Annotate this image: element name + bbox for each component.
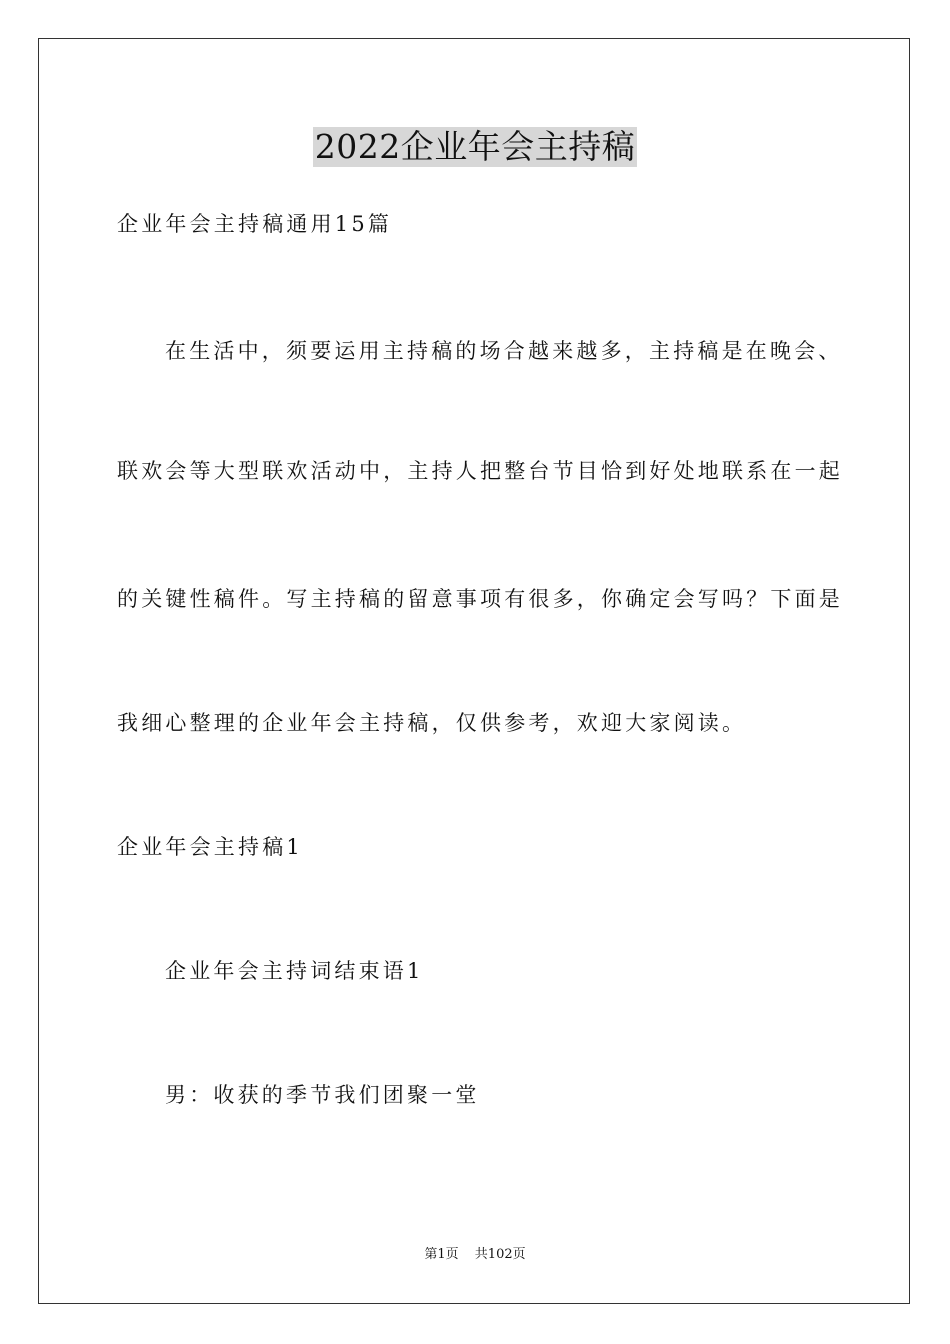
paragraph-line-2: 联欢会等大型联欢活动中，主持人把整台节目恰到好处地联系在一起 — [117, 459, 843, 483]
paragraph-line-4: 我细心整理的企业年会主持稿，仅供参考，欢迎大家阅读。 — [117, 711, 747, 735]
dialogue-line: 男：收获的季节我们团聚一堂 — [165, 1083, 480, 1107]
paragraph-line-1: 在生活中，须要运用主持稿的场合越来越多，主持稿是在晚会、 — [165, 339, 843, 363]
document-subtitle: 企业年会主持稿通用15篇 — [117, 212, 393, 236]
page-total: 共102页 — [474, 1247, 526, 1262]
page-footer — [0, 1246, 950, 1264]
sub-heading: 企业年会主持词结束语1 — [165, 959, 424, 983]
section-heading: 企业年会主持稿1 — [117, 835, 303, 859]
paragraph-line-3: 的关键性稿件。写主持稿的留意事项有很多，你确定会写吗？下面是 — [117, 587, 843, 611]
title-container — [0, 127, 950, 167]
page-number: 第1页 — [424, 1247, 459, 1262]
document-title: 2022企业年会主持稿 — [314, 127, 636, 166]
